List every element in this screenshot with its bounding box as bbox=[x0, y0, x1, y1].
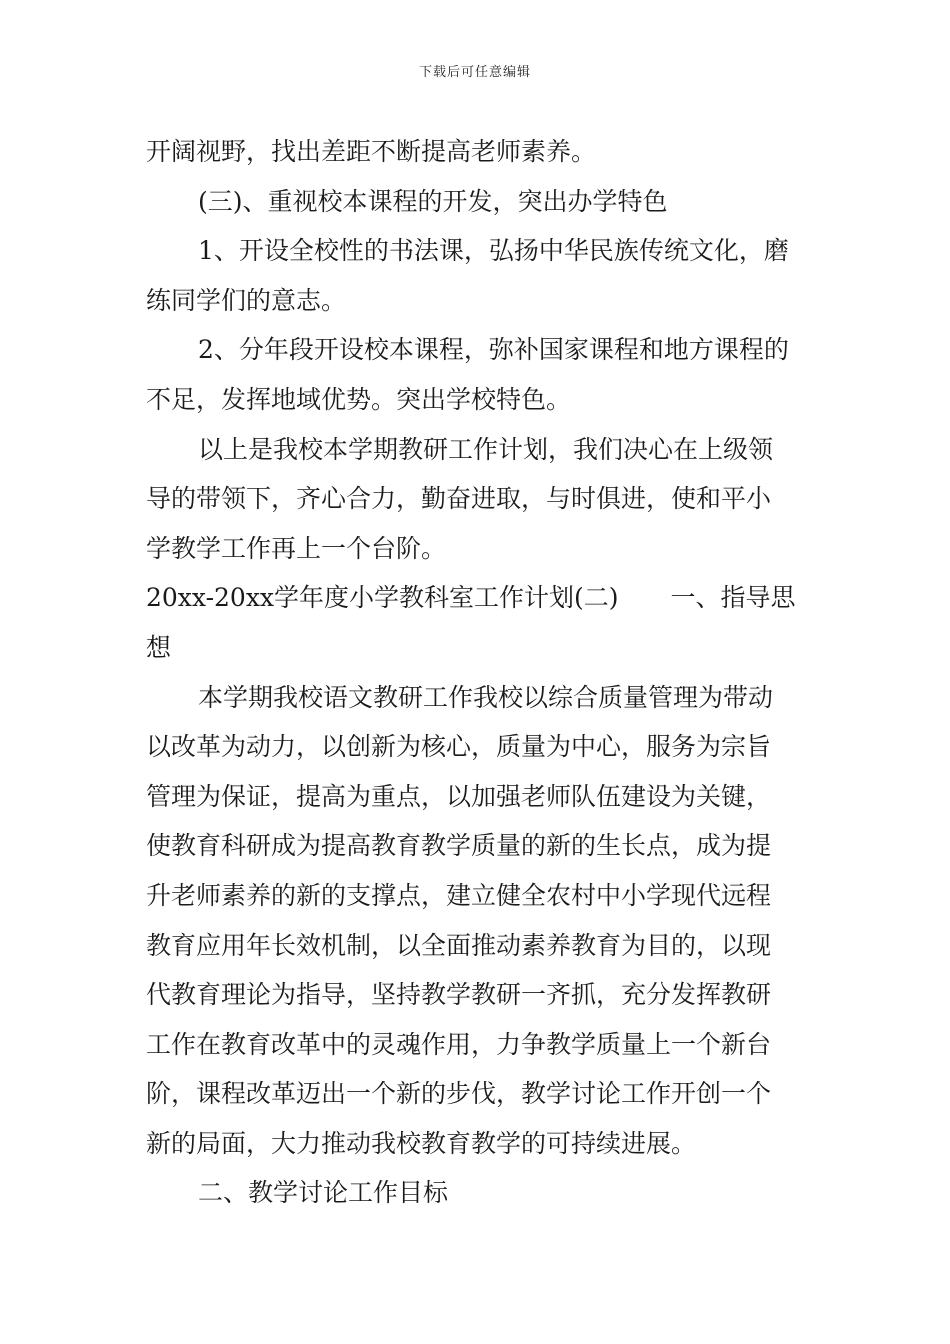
text-line: 开阔视野，找出差距不断提高老师素养。 bbox=[146, 137, 597, 166]
text-line: 不足，发挥地域优势。突出学校特色。 bbox=[146, 384, 572, 414]
section-heading: 二、教学讨论工作目标 bbox=[198, 1178, 449, 1208]
text-line: 代教育理论为指导，坚持教学教研一齐抓，充分发挥教研 bbox=[146, 980, 772, 1010]
text-line: 练同学们的意志。 bbox=[146, 285, 347, 315]
text-line: 使教育科研成为提高教育教学质量的新的生长点，成为提 bbox=[146, 831, 772, 861]
text-line: 新的局面，大力推动我校教育教学的可持续进展。 bbox=[146, 1128, 697, 1158]
text-line: 管理为保证，提高为重点，以加强老师队伍建设为关键， bbox=[146, 781, 772, 811]
text-line: 以上是我校本学期教研工作计划，我们决心在上级领 bbox=[198, 434, 774, 464]
text-line: 1、开设全校性的书法课，弘扬中华民族传统文化，磨 bbox=[198, 236, 789, 266]
text-line: 教育应用年长效机制，以全面推动素养教育为目的，以现 bbox=[146, 930, 772, 960]
text-line: 想 bbox=[146, 632, 172, 662]
document-title-line bbox=[146, 573, 816, 623]
section-heading-inline: 一、指导思 bbox=[670, 583, 796, 613]
text-line: 升老师素养的新的支撑点，建立健全农村中小学现代远程 bbox=[146, 880, 772, 910]
text-line: 2、分年段开设校本课程，弥补国家课程和地方课程的 bbox=[198, 335, 789, 365]
text-line: 本学期我校语文教研工作我校以综合质量管理为带动 bbox=[198, 682, 774, 712]
text-line: 导的带领下，齐心合力，勤奋进取，与时俱进，使和平小 bbox=[146, 484, 772, 514]
section-heading: (三)、重视校本课程的开发，突出办学特色 bbox=[198, 186, 668, 216]
text-line: 学教学工作再上一个台阶。 bbox=[146, 533, 447, 563]
page-header: 下载后可任意编辑 bbox=[418, 65, 531, 80]
text-line: 以改革为动力，以创新为核心，质量为中心，服务为宗旨 bbox=[146, 732, 772, 762]
text-line: 工作在教育改革中的灵魂作用，力争教学质量上一个新台 bbox=[146, 1029, 772, 1059]
text-line: 阶，课程改革迈出一个新的步伐，教学讨论工作开创一个 bbox=[146, 1079, 772, 1109]
document-body bbox=[146, 127, 816, 1218]
document-title: 20xx-20xx学年度小学教科室工作计划(二) bbox=[146, 583, 619, 613]
